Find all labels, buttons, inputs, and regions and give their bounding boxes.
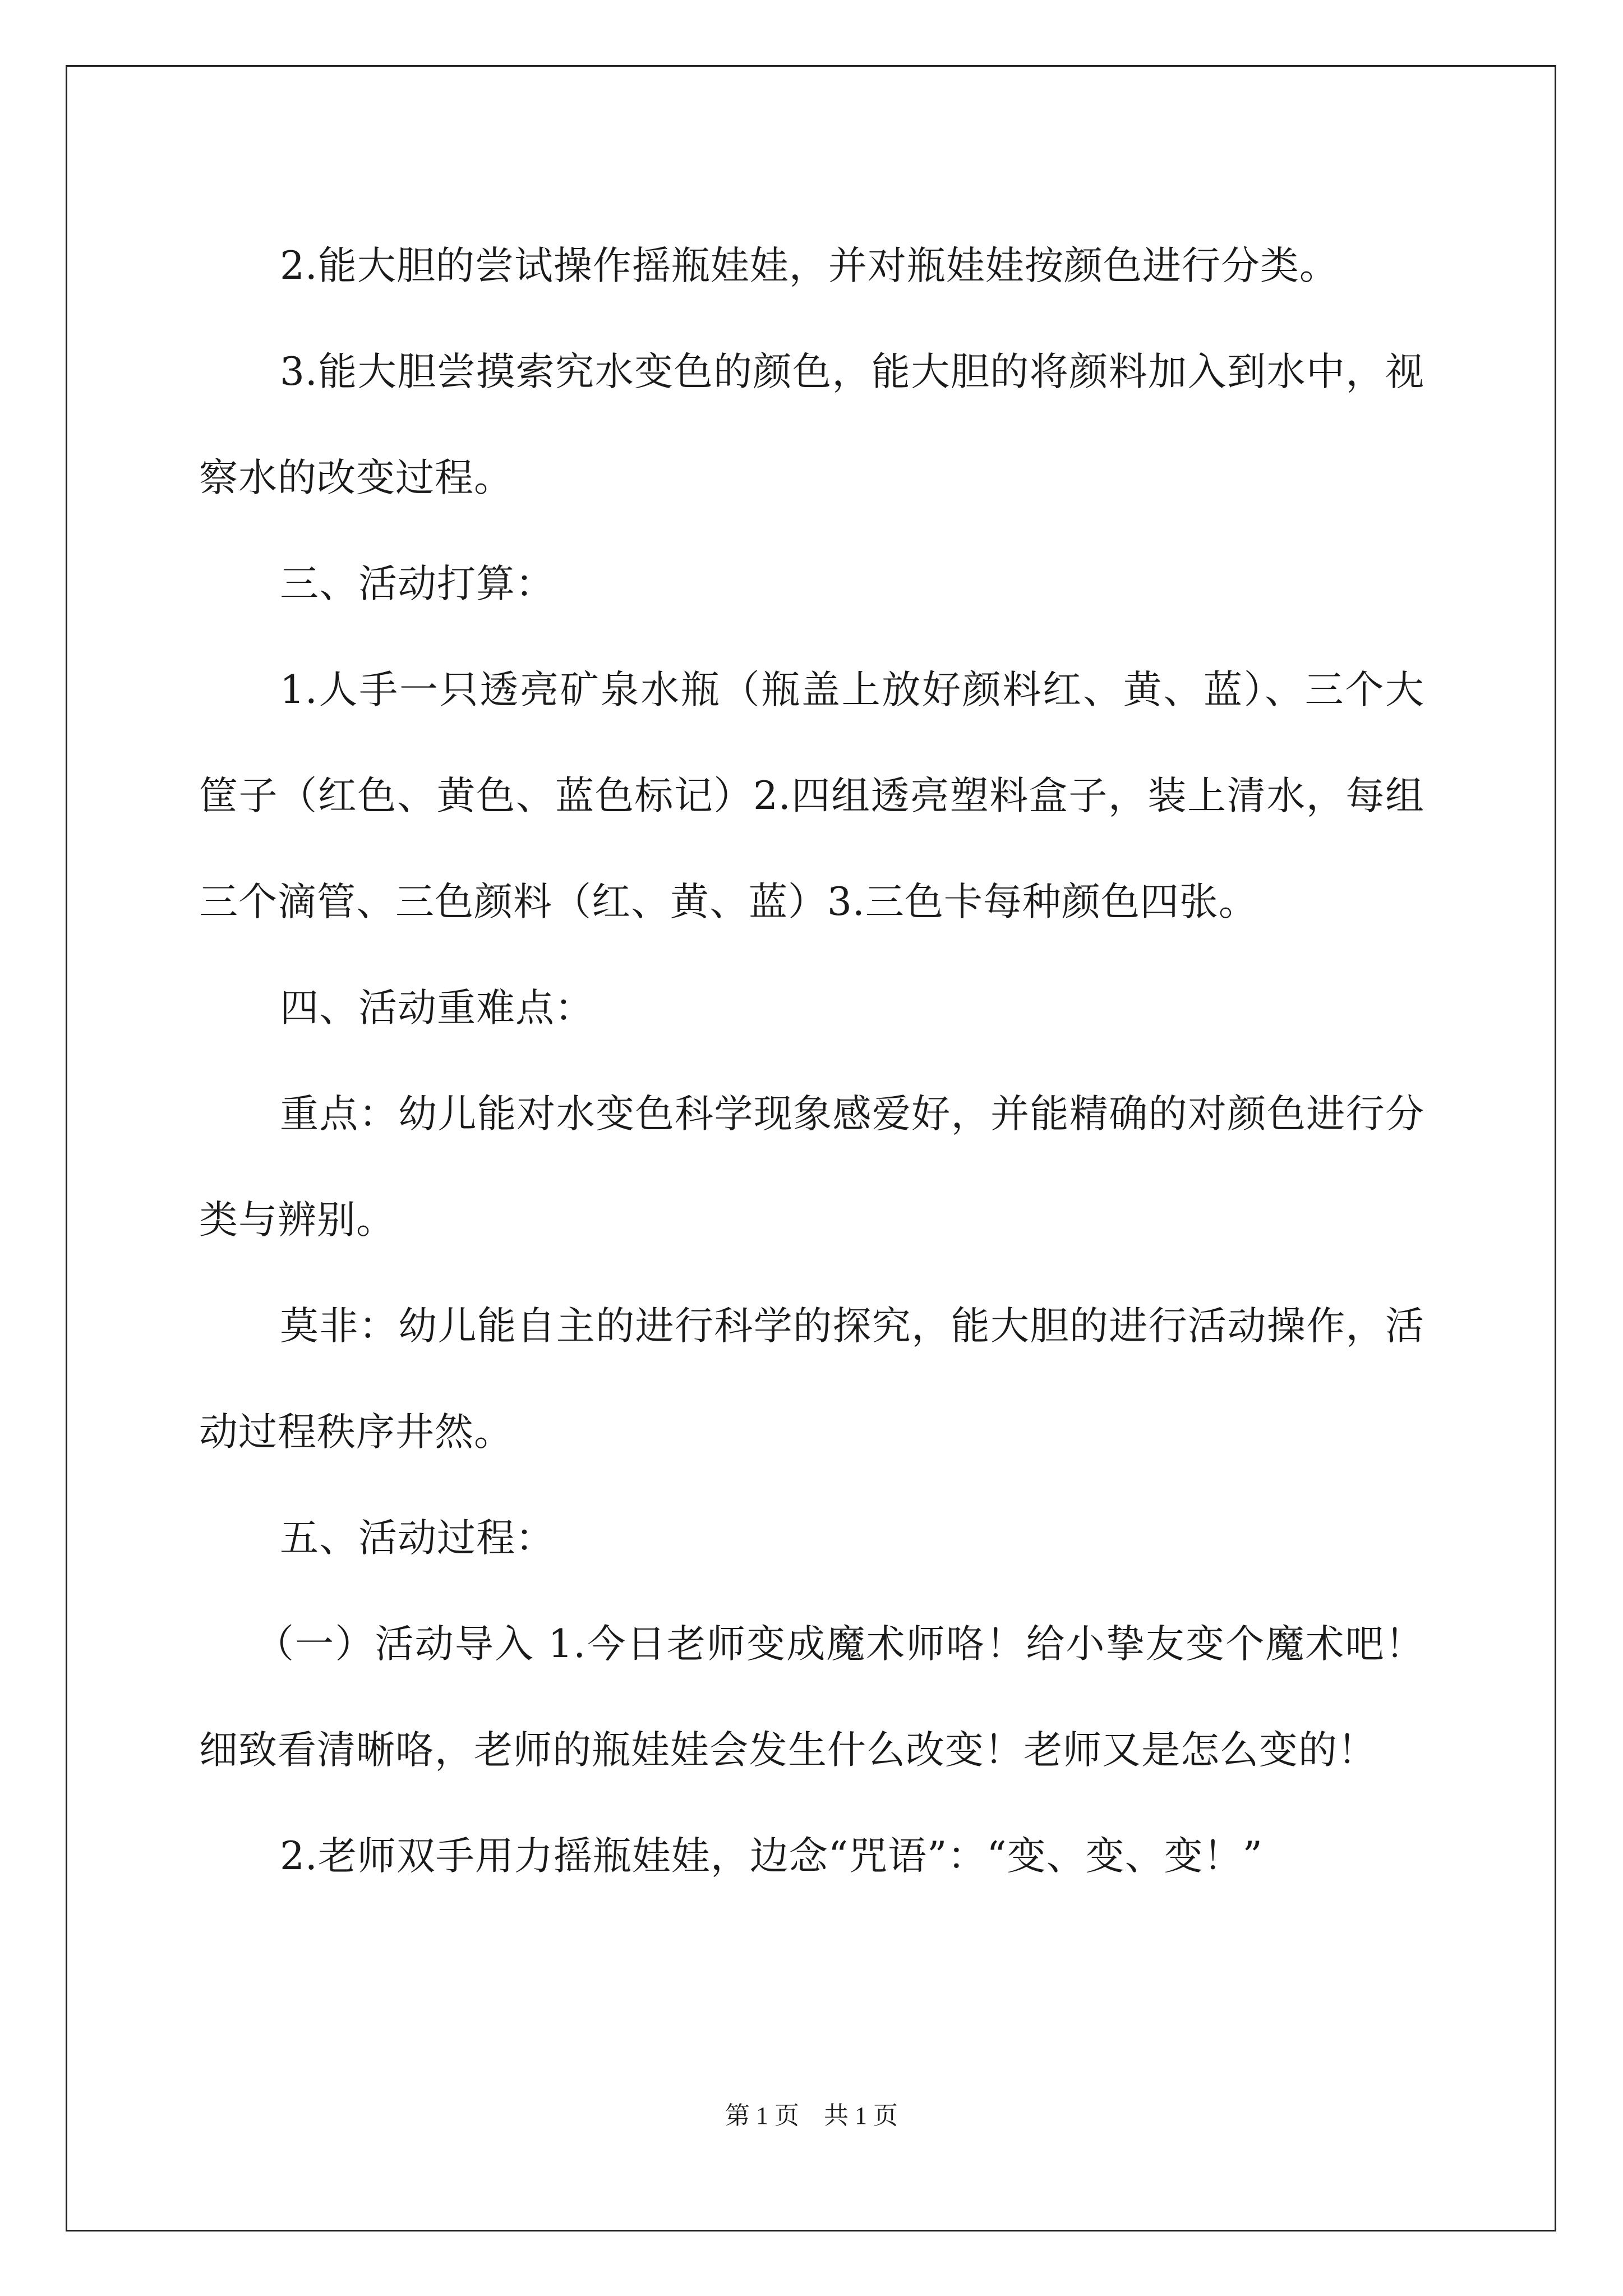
paragraph: 重点：幼儿能对水变色科学现象感爱好，并能精确的对颜色进行分类与辨别。 [199, 1092, 1424, 1243]
paragraph: 莫非：幼儿能自主的进行科学的探究，能大胆的进行活动操作，活动过程秩序井然。 [199, 1304, 1424, 1455]
paragraph: 2.老师双手用力摇瓶娃娃，边念“咒语”：“变、变、变！” [280, 1834, 1263, 1879]
section-heading: 四、活动重难点： [280, 986, 594, 1030]
page-number-footer: 第 1 页 共 1 页 [725, 2102, 898, 2129]
paragraph: 2.能大胆的尝试操作摇瓶娃娃，并对瓶娃娃按颜色进行分类。 [280, 243, 1339, 288]
paragraph: 1.人手一只透亮矿泉水瓶（瓶盖上放好颜料红、黄、蓝）、三个大筐子（红色、黄色、蓝色标记）2.四组透亮塑料盒子，装上清水，每组三个滴管、三色颜料（红、黄、蓝）3.三色卡每种颜色四张。 [199, 668, 1424, 924]
paragraph: （一）活动导入 1.今日老师变成魔术师咯！给小挚友变个魔术吧！细致看清晰咯，老师的瓶娃娃会发生什么改变！老师又是怎么变的！ [199, 1622, 1424, 1773]
paragraph: 3.能大胆尝摸索究水变色的颜色，能大胆的将颜料加入到水中，视察水的改变过程。 [199, 349, 1424, 500]
document-body [199, 213, 1424, 1910]
section-heading: 五、活动过程： [280, 1516, 555, 1561]
section-heading: 三、活动打算： [280, 562, 555, 606]
